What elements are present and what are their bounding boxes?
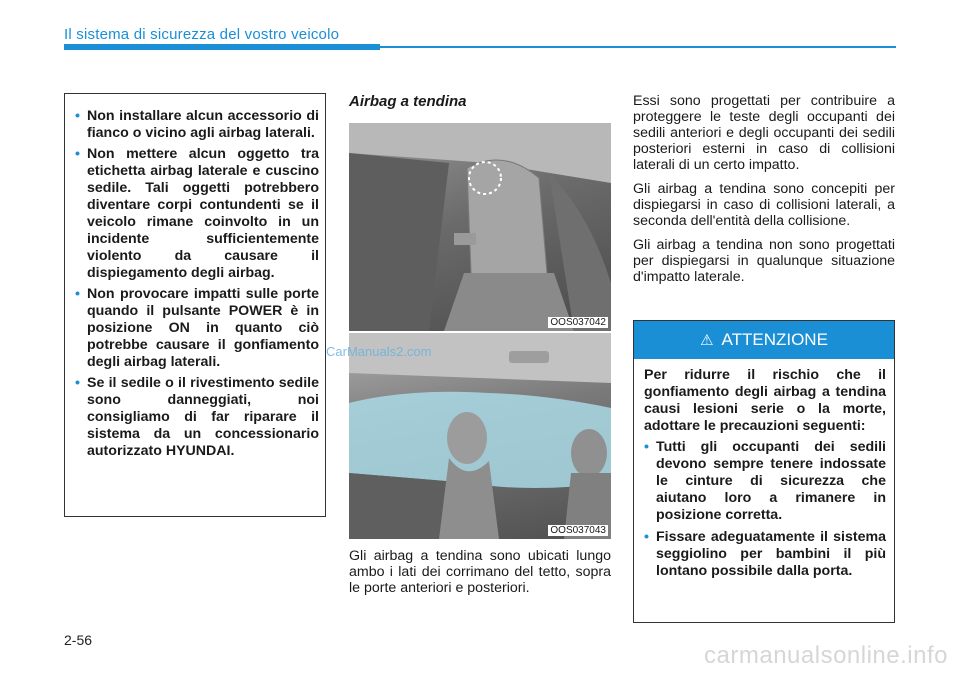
bullet-icon: • bbox=[644, 529, 649, 545]
attention-title: ATTENZIONE bbox=[721, 330, 828, 349]
attention-item: • Tutti gli occupanti dei sedili devono sempre tenere indossate le cinture di sicurezza che aiutano loro a rimanere in posizione corretta. bbox=[644, 439, 886, 523]
warning-item: • Se il sedile o il rivestimento sedile sono danneggiati, noi consigliamo di far riparare il sistema da un concessionario autorizzato HYUNDAI. bbox=[75, 375, 319, 459]
car-interior-illustration-2 bbox=[349, 333, 611, 539]
bullet-icon: • bbox=[75, 108, 80, 124]
body-paragraph: Gli airbag a tendina non sono progettati per dispiegarsi in qualunque situazione d'impatto laterale. bbox=[633, 237, 895, 285]
middle-column bbox=[349, 93, 611, 110]
right-column bbox=[633, 93, 895, 293]
attention-body bbox=[634, 359, 894, 580]
attention-header bbox=[634, 321, 894, 359]
car-interior-illustration-1 bbox=[349, 123, 611, 331]
header-rule-thin bbox=[380, 46, 896, 48]
section-title: Airbag a tendina bbox=[349, 93, 467, 110]
warning-item: • Non mettere alcun oggetto tra etichetta airbag laterale e cuscino sedile. Tali oggetti potrebbero diventare corpi contundenti se il veicolo rimane coinvolto in un incidente sufficientemente violento da causare il dispiegamento degli airbag. bbox=[75, 146, 319, 281]
bullet-icon: • bbox=[75, 375, 80, 391]
attention-intro: Per ridurre il rischio che il gonfiamento degli airbag a tendina causi lesioni serie o la morte, adottare le precauzioni seguenti: bbox=[644, 367, 886, 434]
image-code: OOS037042 bbox=[550, 317, 606, 328]
curtain-airbag-photo bbox=[349, 333, 611, 539]
page-number: 2-56 bbox=[64, 632, 93, 648]
bullet-icon: • bbox=[75, 286, 80, 302]
warning-list bbox=[65, 94, 325, 460]
header-rule-thick bbox=[64, 44, 380, 50]
body-paragraph: Essi sono progettati per contribuire a proteggere le teste degli occupanti dei sedili anteriori e degli occupanti dei sedili posteriori esterni in caso di collisioni laterali di un certo impatto. bbox=[633, 93, 895, 173]
warning-item: • Non provocare impatti sulle porte quando il pulsante POWER è in posizione ON in quanto ciò potrebbe causare il gonfiamento degli airbag laterali. bbox=[75, 286, 319, 370]
warning-box bbox=[64, 93, 326, 517]
attention-item: • Fissare adeguatamente il sistema seggiolino per bambini il più lontano possibile dalla porta. bbox=[644, 529, 886, 579]
section-header-title: Il sistema di sicurezza del vostro veicolo bbox=[64, 26, 340, 43]
airbag-location-photo bbox=[349, 123, 611, 331]
bullet-icon: • bbox=[75, 146, 80, 162]
warning-item: • Non installare alcun accessorio di fianco o vicino agli airbag laterali. bbox=[75, 108, 319, 141]
watermark-text: CarManuals2.com bbox=[326, 344, 432, 359]
attention-list bbox=[644, 439, 886, 580]
attention-box bbox=[633, 320, 895, 623]
footer-watermark: carmanualsonline.info bbox=[704, 642, 948, 669]
bullet-icon: • bbox=[644, 439, 649, 455]
image-caption: Gli airbag a tendina sono ubicati lungo ambo i lati dei corrimano del tetto, sopra le porte anteriori e posteriori. bbox=[349, 548, 611, 596]
warning-triangle-icon: ⚠ bbox=[700, 332, 714, 349]
image-code: OOS037043 bbox=[550, 525, 606, 536]
body-paragraph: Gli airbag a tendina sono concepiti per dispiegarsi in caso di collisioni laterali, a seconda dell'entità della collisione. bbox=[633, 181, 895, 229]
